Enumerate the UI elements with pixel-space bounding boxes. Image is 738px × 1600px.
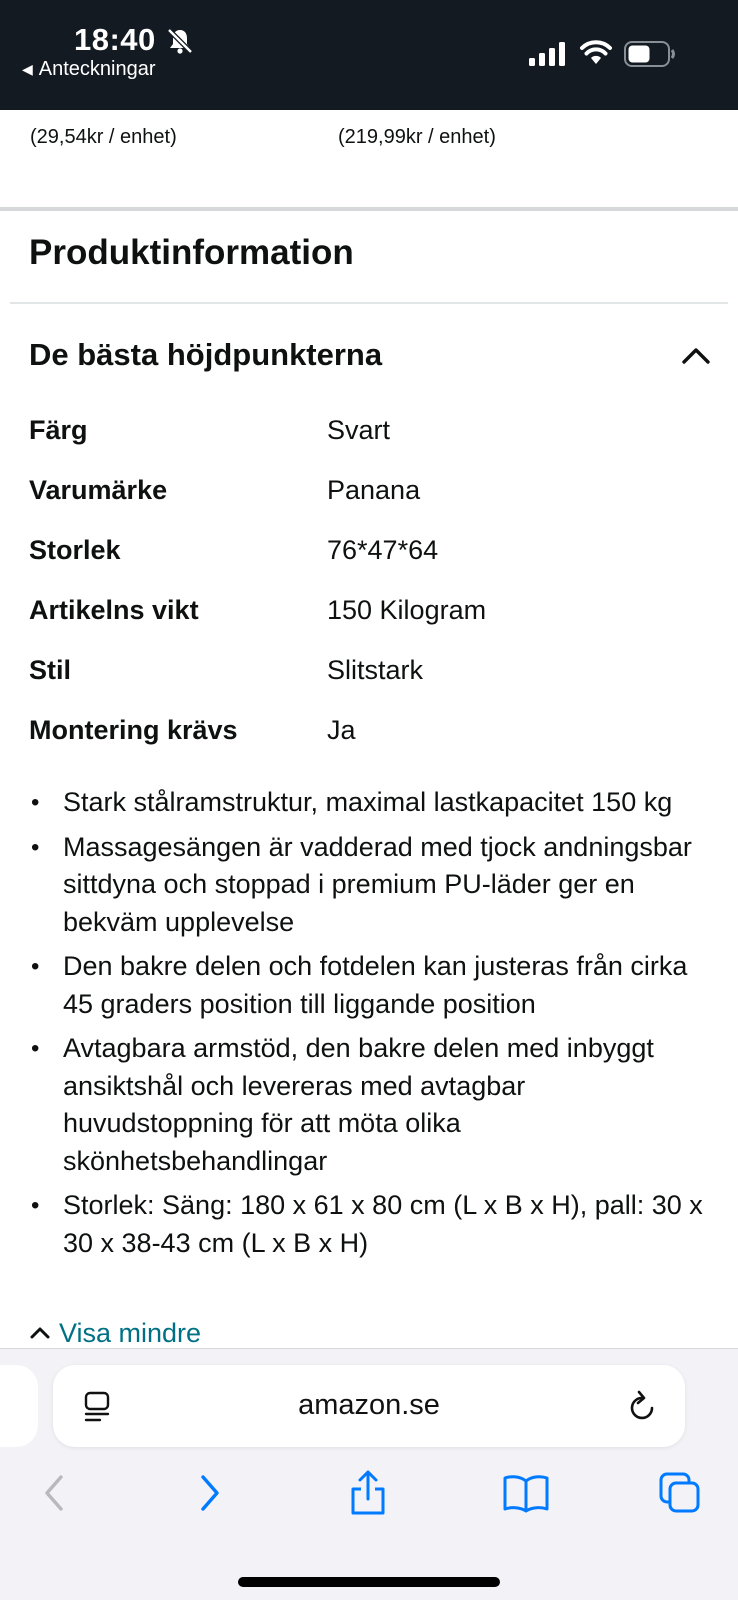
unit-price-right: (219,99kr / enhet) bbox=[338, 126, 496, 148]
back-app-label: Anteckningar bbox=[38, 58, 156, 80]
chevron-up-icon bbox=[29, 1322, 51, 1344]
cellular-signal-icon bbox=[528, 42, 566, 66]
reload-icon[interactable] bbox=[627, 1389, 659, 1423]
spec-row-color bbox=[29, 415, 719, 475]
back-button[interactable] bbox=[28, 1467, 80, 1519]
tabs-icon bbox=[658, 1471, 702, 1515]
spec-key: Stil bbox=[29, 655, 72, 685]
spec-value: Panana bbox=[327, 475, 421, 505]
address-bar[interactable] bbox=[53, 1365, 685, 1447]
spec-row-style bbox=[29, 655, 719, 715]
bullet-text: Avtagbara armstöd, den bakre delen med inbyggt ansiktshål och levereras med avtagbar huvudstoppning för att möta olika skönhetsbehandlingar bbox=[63, 1033, 654, 1176]
wifi-icon bbox=[580, 40, 612, 66]
battery-icon bbox=[624, 41, 676, 67]
browser-toolbar bbox=[0, 1467, 738, 1527]
url-text[interactable]: amazon.se bbox=[298, 1389, 440, 1421]
bullet-text: Storlek: Säng: 180 x 61 x 80 cm (L x B x H), pall: 30 x 30 x 38-43 cm (L x B x H) bbox=[63, 1190, 703, 1258]
highlights-header[interactable] bbox=[29, 337, 719, 381]
feature-bullet bbox=[29, 784, 719, 822]
forward-icon bbox=[195, 1473, 225, 1513]
bookmarks-button[interactable] bbox=[500, 1467, 552, 1519]
divider bbox=[10, 302, 728, 304]
product-info-title: Produktinformation bbox=[29, 233, 354, 272]
spec-value: Slitstark bbox=[327, 655, 424, 685]
status-time: 18:40 bbox=[74, 22, 156, 57]
show-less-label: Visa mindre bbox=[59, 1318, 202, 1348]
bullet-dot: • bbox=[31, 1192, 40, 1219]
spec-value: Ja bbox=[327, 715, 356, 745]
bullet-text: Den bakre delen och fotdelen kan justeras från cirka 45 graders position till liggande position bbox=[63, 951, 688, 1019]
spec-key: Varumärke bbox=[29, 475, 168, 505]
show-less-link[interactable] bbox=[29, 1318, 201, 1348]
previous-tab-preview[interactable] bbox=[0, 1365, 38, 1447]
spec-key: Montering krävs bbox=[29, 715, 238, 745]
spec-key: Artikelns vikt bbox=[29, 595, 199, 625]
bullet-text: Stark stålramstruktur, maximal lastkapacitet 150 kg bbox=[63, 787, 673, 817]
spec-row-assembly bbox=[29, 715, 719, 775]
highlights-title: De bästa höjdpunkterna bbox=[29, 337, 383, 372]
bullet-dot: • bbox=[31, 833, 40, 861]
browser-bottom-bar bbox=[0, 1348, 738, 1600]
spec-value: 76*47*64 bbox=[327, 535, 439, 565]
share-icon bbox=[348, 1469, 388, 1517]
spec-value: 150 Kilogram bbox=[327, 595, 487, 625]
home-indicator[interactable] bbox=[238, 1577, 500, 1587]
share-button[interactable] bbox=[342, 1467, 394, 1519]
bullet-dot: • bbox=[31, 953, 40, 980]
bullet-text: Massagesängen är vadderad med tjock andningsbar sittdyna och stoppad i premium PU-läder ger en bekväm upplevelse bbox=[63, 831, 692, 937]
back-icon bbox=[39, 1473, 69, 1513]
unit-price-row bbox=[0, 122, 738, 212]
section-divider bbox=[0, 207, 738, 211]
status-bar bbox=[0, 0, 738, 110]
feature-bullets bbox=[29, 784, 719, 1269]
chevron-up-icon[interactable] bbox=[679, 339, 713, 373]
bell-slash-icon bbox=[166, 27, 194, 55]
spec-row-brand bbox=[29, 475, 719, 535]
unit-price-left: (29,54kr / enhet) bbox=[30, 126, 177, 148]
back-triangle-icon: ◀ bbox=[22, 61, 33, 77]
spec-row-size bbox=[29, 535, 719, 595]
feature-bullet bbox=[29, 1030, 719, 1180]
bullet-dot: • bbox=[31, 1035, 40, 1062]
spec-key: Storlek bbox=[29, 535, 121, 565]
back-to-app-link[interactable] bbox=[22, 58, 156, 81]
feature-bullet bbox=[29, 948, 719, 1023]
spec-value: Svart bbox=[327, 415, 391, 445]
spec-table bbox=[29, 415, 719, 775]
forward-button[interactable] bbox=[184, 1467, 236, 1519]
spec-key: Färg bbox=[29, 415, 88, 445]
spec-row-weight bbox=[29, 595, 719, 655]
feature-bullet bbox=[29, 1187, 719, 1262]
tabs-button[interactable] bbox=[654, 1467, 706, 1519]
bookmarks-icon bbox=[502, 1473, 550, 1513]
feature-bullet bbox=[29, 829, 719, 942]
bullet-dot: • bbox=[31, 789, 40, 816]
